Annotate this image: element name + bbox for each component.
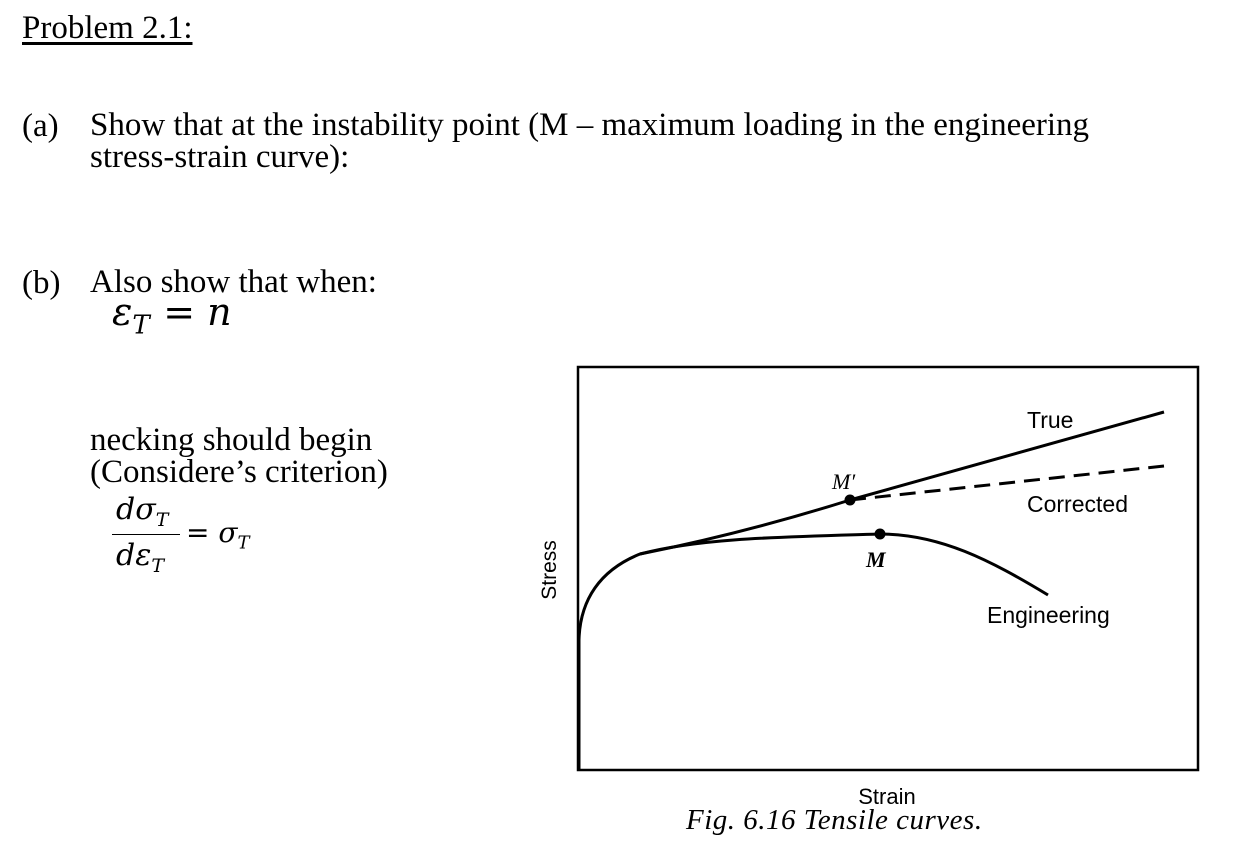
condition-rhs: = n xyxy=(163,290,232,334)
part-a-line2: stress-strain curve): xyxy=(90,139,350,175)
part-a-line1: Show that at the instability point (M – maximum loading in the engineering xyxy=(90,107,1090,143)
true-label: True xyxy=(1027,407,1074,433)
problem-title: Problem 2.1: xyxy=(22,10,193,46)
figure-caption: Fig. 6.16 Tensile curves. xyxy=(686,804,983,836)
denominator-text: dε xyxy=(116,538,152,573)
true-curve xyxy=(640,412,1164,554)
rhs-text: = σ xyxy=(186,516,238,549)
part-b-label: (b) xyxy=(22,265,61,301)
condition-sub: T xyxy=(132,310,150,341)
numerator-sub: T xyxy=(155,509,169,531)
y-axis-label: Stress xyxy=(538,540,561,600)
x-axis-label: Strain xyxy=(858,784,916,809)
rhs-sub: T xyxy=(237,532,250,554)
m-point xyxy=(875,529,886,540)
numerator-text: dσ xyxy=(116,492,156,527)
m-prime-point xyxy=(845,495,856,506)
m-label: M xyxy=(866,547,886,572)
part-b-line2: (Considere’s criterion) xyxy=(90,454,388,490)
part-a-label: (a) xyxy=(22,108,59,144)
denominator-sub: T xyxy=(151,555,164,577)
engineering-label: Engineering xyxy=(987,602,1110,628)
part-b-line1: necking should begin xyxy=(90,422,373,458)
engineering-curve xyxy=(579,534,1048,770)
m-prime-label: M′ xyxy=(832,469,856,494)
corrected-label: Corrected xyxy=(1027,491,1128,517)
part-b-text: Also show that when: xyxy=(90,264,377,300)
condition-lhs: ε xyxy=(112,290,133,334)
